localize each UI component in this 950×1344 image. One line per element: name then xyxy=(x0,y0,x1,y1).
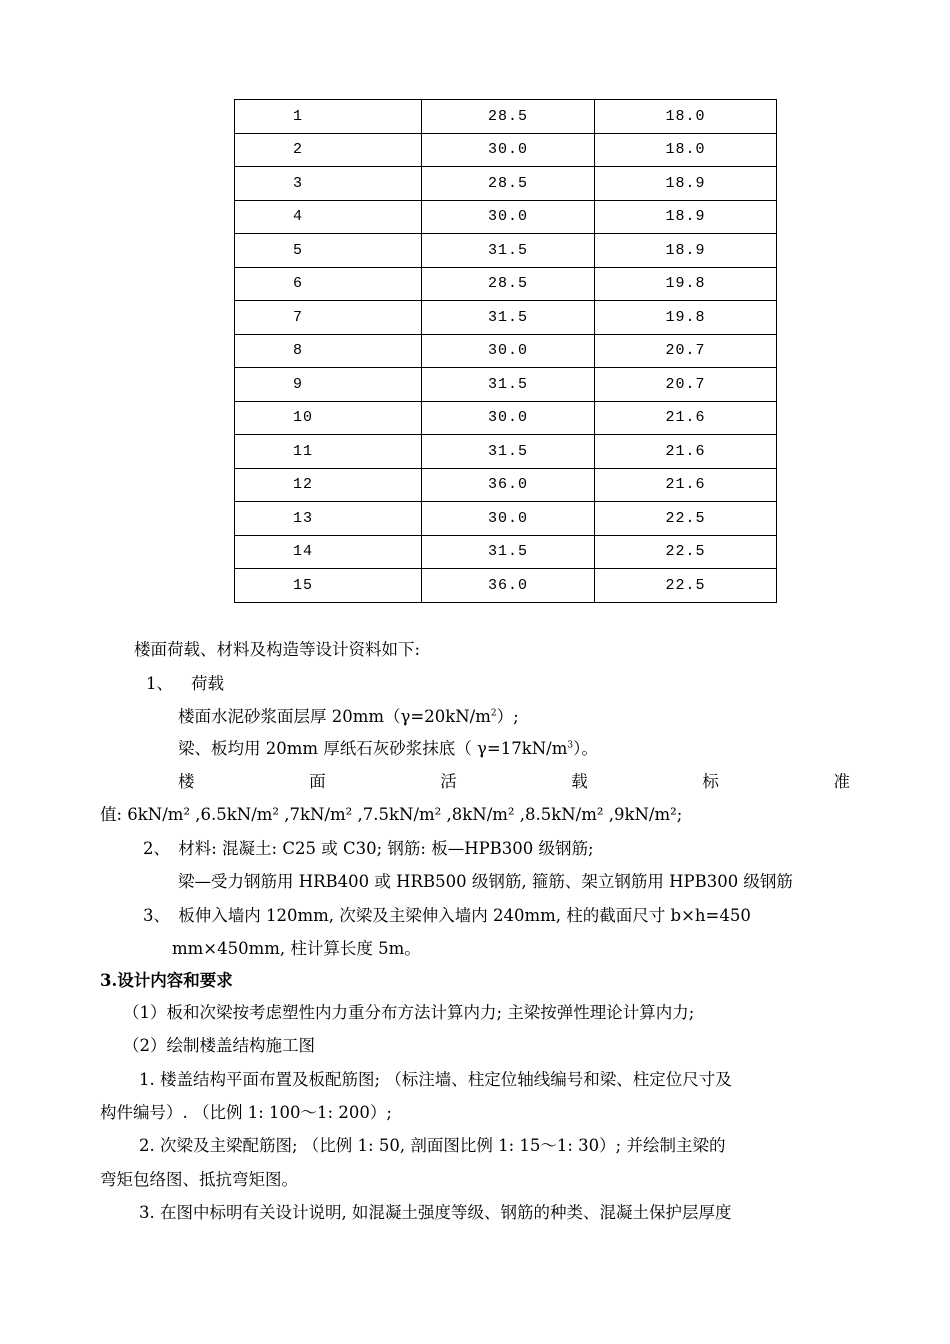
load-plaster-text: 梁、板均用 20mm 厚纸石灰砂浆抹底（ γ=17kN/m xyxy=(178,739,568,758)
table-cell: 9 xyxy=(235,368,422,402)
table-cell: 8 xyxy=(235,334,422,368)
table-cell: 18.9 xyxy=(595,167,777,201)
table-cell: 30.0 xyxy=(422,502,595,536)
table-cell: 1 xyxy=(235,100,422,134)
table-cell: 31.5 xyxy=(422,368,595,402)
requirement-2: （2）绘制楼盖结构施工图 xyxy=(123,1036,315,1055)
item2-materials: 2、 材料: 混凝土: C25 或 C30; 钢筋: 板—HPB300 级钢筋; xyxy=(143,839,594,858)
table-cell: 20.7 xyxy=(595,368,777,402)
live-load-heading-char: 准 xyxy=(833,772,850,791)
table-cell: 21.6 xyxy=(595,401,777,435)
table-row xyxy=(235,368,777,402)
live-load-heading-char: 楼 xyxy=(178,772,195,791)
table-cell: 22.5 xyxy=(595,535,777,569)
table-cell: 18.0 xyxy=(595,133,777,167)
table-cell: 28.5 xyxy=(422,267,595,301)
section3-heading: 3.设计内容和要求 xyxy=(100,971,233,990)
table-row xyxy=(235,401,777,435)
table-row xyxy=(235,569,777,603)
table-cell: 11 xyxy=(235,435,422,469)
table-cell: 28.5 xyxy=(422,167,595,201)
table-cell: 19.8 xyxy=(595,267,777,301)
table-cell: 10 xyxy=(235,401,422,435)
requirement-1: （1）板和次梁按考虑塑性内力重分布方法计算内力; 主梁按弹性理论计算内力; xyxy=(123,1003,695,1022)
requirement-2-2: 2. 次梁及主梁配筋图; （比例 1: 50, 剖面图比例 1: 15～1: 30）; 并绘制主梁的 xyxy=(139,1136,726,1155)
data-table xyxy=(234,99,777,603)
table-cell: 12 xyxy=(235,468,422,502)
table-cell: 31.5 xyxy=(422,301,595,335)
table-row xyxy=(235,100,777,134)
table-cell: 18.9 xyxy=(595,234,777,268)
table-cell: 36.0 xyxy=(422,468,595,502)
table-row xyxy=(235,234,777,268)
live-load-heading xyxy=(178,772,850,792)
item1-number: 1、 xyxy=(146,674,173,693)
table-cell: 31.5 xyxy=(422,435,595,469)
table-cell: 36.0 xyxy=(422,569,595,603)
table-cell: 2 xyxy=(235,133,422,167)
table-row xyxy=(235,468,777,502)
table-cell: 13 xyxy=(235,502,422,536)
requirement-2-1-continued: 构件编号）. （比例 1: 100～1: 200）; xyxy=(100,1103,392,1122)
requirement-2-2-continued: 弯矩包络图、抵抗弯矩图。 xyxy=(100,1170,298,1189)
intro-text: 楼面荷载、材料及构造等设计资料如下: xyxy=(134,640,421,659)
table-cell: 4 xyxy=(235,200,422,234)
table-cell: 31.5 xyxy=(422,234,595,268)
table-cell: 19.8 xyxy=(595,301,777,335)
table-cell: 30.0 xyxy=(422,334,595,368)
table-cell: 18.0 xyxy=(595,100,777,134)
table-cell: 31.5 xyxy=(422,535,595,569)
load-finish-end: ）; xyxy=(496,707,519,726)
load-plaster-end: ）。 xyxy=(573,739,598,758)
table-row xyxy=(235,301,777,335)
table-cell: 22.5 xyxy=(595,502,777,536)
table-cell: 5 xyxy=(235,234,422,268)
load-finish-sup: 2 xyxy=(490,708,497,719)
table-cell: 6 xyxy=(235,267,422,301)
table-row xyxy=(235,133,777,167)
table-cell: 21.6 xyxy=(595,435,777,469)
table-row xyxy=(235,200,777,234)
live-load-values: 值: 6kN/m² ,6.5kN/m² ,7kN/m² ,7.5kN/m² ,8kN/m² ,8.5kN/m² ,9kN/m²; xyxy=(100,805,683,824)
table-row xyxy=(235,267,777,301)
table-cell: 20.7 xyxy=(595,334,777,368)
load-finish-layer xyxy=(178,707,519,727)
table-cell: 7 xyxy=(235,301,422,335)
live-load-heading-char: 活 xyxy=(440,772,457,791)
table-cell: 21.6 xyxy=(595,468,777,502)
item2-continued: 梁—受力钢筋用 HRB400 或 HRB500 级钢筋, 箍筋、架立钢筋用 HPB300 级钢筋 xyxy=(178,872,793,891)
item3-dimensions: 3、 板伸入墙内 120mm, 次梁及主梁伸入墙内 240mm, 柱的截面尺寸 b×h=450 xyxy=(143,906,751,925)
live-load-heading-char: 面 xyxy=(309,772,326,791)
table-cell: 18.9 xyxy=(595,200,777,234)
table-cell: 30.0 xyxy=(422,401,595,435)
live-load-heading-char: 标 xyxy=(702,772,719,791)
requirement-2-1: 1. 楼盖结构平面布置及板配筋图; （标注墙、柱定位轴线编号和梁、柱定位尺寸及 xyxy=(139,1070,732,1089)
load-plaster-sup: 3 xyxy=(567,740,574,751)
table-body xyxy=(235,100,777,603)
table-cell: 22.5 xyxy=(595,569,777,603)
table-cell: 3 xyxy=(235,167,422,201)
item3-continued: mm×450mm, 柱计算长度 5m。 xyxy=(172,939,421,958)
load-finish-text: 楼面水泥砂浆面层厚 20mm（γ=20kN/m xyxy=(178,707,491,726)
table-row xyxy=(235,435,777,469)
table-cell: 30.0 xyxy=(422,200,595,234)
live-load-heading-char: 载 xyxy=(571,772,588,791)
table-row xyxy=(235,535,777,569)
requirement-2-3: 3. 在图中标明有关设计说明, 如混凝土强度等级、钢筋的种类、混凝土保护层厚度 xyxy=(139,1203,732,1222)
table-cell: 30.0 xyxy=(422,133,595,167)
item1-title: 荷载 xyxy=(191,674,224,693)
table-cell: 28.5 xyxy=(422,100,595,134)
table-row xyxy=(235,334,777,368)
load-plaster-layer xyxy=(178,739,598,759)
table-row xyxy=(235,502,777,536)
table-row xyxy=(235,167,777,201)
table-cell: 15 xyxy=(235,569,422,603)
table-cell: 14 xyxy=(235,535,422,569)
